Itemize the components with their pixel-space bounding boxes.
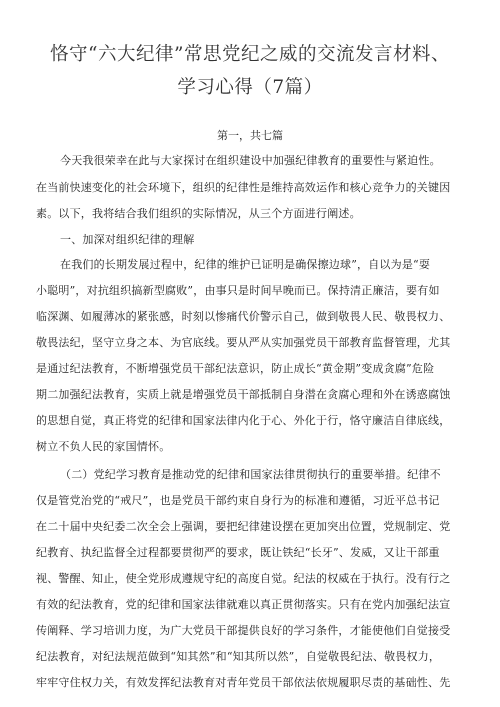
body-line: 敬畏法纪，坚守立身之本、为官底线。要从严从实加强党员干部教育监督管理，尤其 bbox=[36, 336, 451, 349]
body-line: 期二加强纪法教育，实质上就是增强党员干部抵制自身潜在贪腐心理和外在诱惑腐蚀 bbox=[36, 388, 451, 401]
body-line: 纪教育、执纪监督全过程都要贯彻严的要求，既让铁纪“长牙”、发威，又让干部重 bbox=[36, 546, 440, 559]
body-line: 的思想自觉，真正将党的纪律和国家法律内化于心、外化于行，恪守廉洁自律底线， bbox=[36, 414, 451, 427]
body-line: 在当前快速变化的社会环境下，组织的纪律性是维持高效运作和核心竞争力的关键因 bbox=[36, 181, 451, 194]
body-line: 是通过纪法教育，不断增强党员干部纪法意识，防止成长“黄金期”变成贪腐”危险 bbox=[36, 362, 435, 375]
body-line: 视、警醒、知止，使全党形成遵规守纪的高度自觉。纪法的权威在于执行。没有行之 bbox=[36, 572, 451, 585]
body-line: 有效的纪法教育，党的纪律和国家法律就难以真正贯彻落实。只有在党内加强纪法宣 bbox=[36, 598, 451, 611]
body-line: 仅是管党治党的“戒尺”，也是党员干部约束自身行为的标准和遵循，习近平总书记 bbox=[36, 494, 440, 507]
document-title-line-2: 学习心得（7篇） bbox=[177, 77, 323, 98]
body-line: 素。以下，我将结合我们组织的实际情况，从三个方面进行阐述。 bbox=[36, 207, 361, 220]
section-heading: 一、加深对组织纪律的理解 bbox=[60, 233, 195, 246]
body-line: 纪法教育，对纪法规范做到“知其然”和“知其所以然”，自觉敬畏纪法、敬畏权力， bbox=[36, 650, 441, 663]
document-title-line-1: 恪守“六大纪律”常思党纪之威的交流发言材料、 bbox=[50, 44, 450, 65]
body-line: 树立不负人民的家国情怀。 bbox=[36, 440, 171, 453]
body-line: 传阐释、学习培训力度，为广大党员干部提供良好的学习条件，才能使他们自觉接受 bbox=[36, 624, 451, 637]
body-line: 在我们的长期发展过程中，纪律的维护已证明是确保擦边球”，自以为是“耍 bbox=[60, 258, 431, 271]
body-line: 今天我很荣幸在此与大家探讨在组织建设中加强纪律教育的重要性与紧迫性。 bbox=[60, 154, 441, 167]
body-line: 临深渊、如履薄冰的紧张感，时刻以惨痛代价警示自己，做到敬畏人民、敬畏权力、 bbox=[36, 310, 451, 323]
body-line: 在二十届中央纪委二次全会上强调，要把纪律建设摆在更加突出位置，党规制定、党 bbox=[36, 520, 451, 533]
section-subtitle: 第一，共七篇 bbox=[217, 129, 283, 142]
body-line: 小聪明”，对抗组织搞新型腐败”，由事只是时间早晚而已。保持清正廉洁，要有如 bbox=[36, 284, 440, 297]
body-line: （二）党纪学习教育是推动党的纪律和国家法律贯彻执行的重要举措。纪律不 bbox=[60, 468, 441, 481]
body-line: 牢牢守住权力关，有效发挥纪法教育对青年党员干部依法依规履职尽责的基础性、先 bbox=[36, 676, 451, 689]
